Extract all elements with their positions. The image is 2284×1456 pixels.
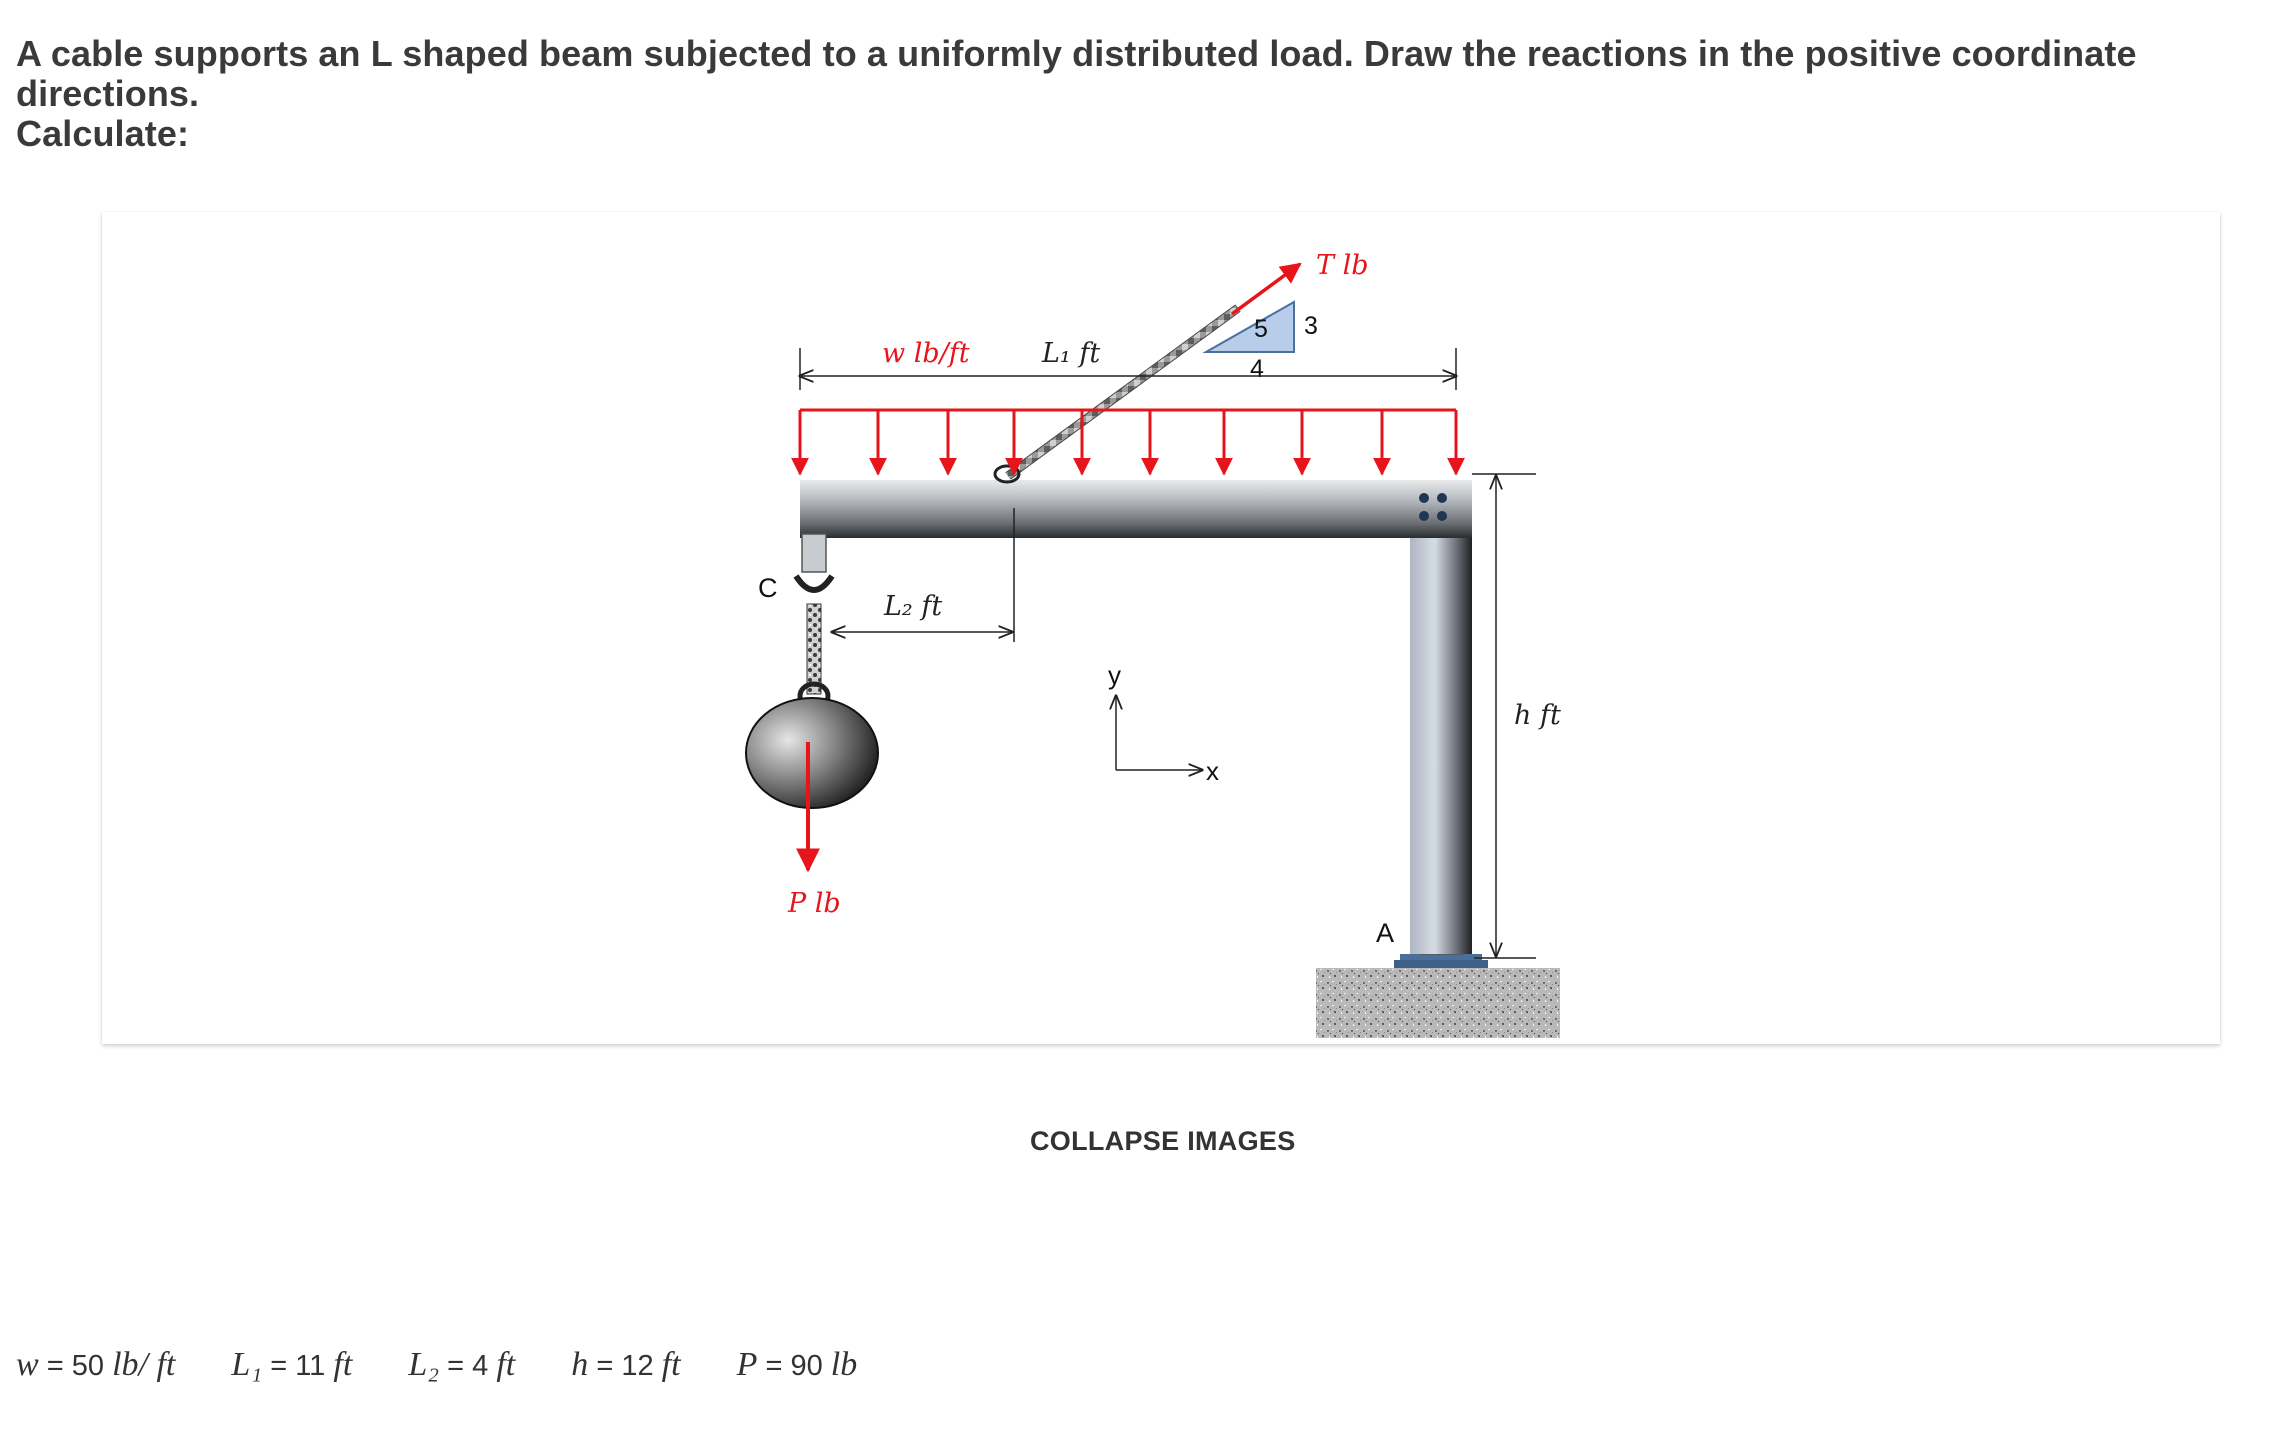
param-p: P = 90 lb — [736, 1346, 858, 1383]
distributed-load — [800, 410, 1456, 474]
hanger-c — [796, 534, 832, 708]
weight-label: P lb — [788, 888, 841, 919]
tension-label: T lb — [1316, 250, 1369, 281]
height-label: h ft — [1514, 700, 1561, 731]
horizontal-beam — [800, 480, 1472, 538]
param-w: w = 50 lb/ ft — [16, 1346, 176, 1383]
param-h: h = 12 ft — [571, 1346, 681, 1383]
parameter-list — [16, 1346, 905, 1384]
problem-line-2: Calculate: — [16, 113, 190, 154]
axis-x-label: x — [1206, 756, 1219, 786]
beam-diagram — [102, 212, 2220, 1044]
vertical-beam — [1410, 482, 1472, 954]
slope-hyp-label: 5 — [1254, 315, 1268, 343]
l2-label: L₂ ft — [884, 591, 943, 622]
coordinate-axes — [1116, 696, 1202, 770]
weight-ball — [746, 698, 878, 808]
axis-y-label: y — [1108, 660, 1121, 690]
cable — [995, 308, 1238, 482]
load-intensity-label: w lb/ft — [882, 338, 970, 369]
figure-card — [102, 212, 2220, 1044]
point-a-label: A — [1376, 918, 1395, 948]
point-c-label: C — [758, 573, 778, 603]
slope-rise-label: 3 — [1304, 312, 1318, 340]
param-l1: L₁ = 11 ft — [231, 1346, 353, 1383]
problem-statement — [16, 34, 2266, 154]
l1-label: L₁ ft — [1042, 338, 1101, 369]
problem-line-1: A cable supports an L shaped beam subjected to a uniformly distributed load. Draw the reactions in the positive coordinate directions. — [16, 33, 2137, 114]
ground-block — [1316, 968, 1560, 1038]
collapse-images-button[interactable]: COLLAPSE IMAGES — [1030, 1126, 1296, 1156]
slope-run-label: 4 — [1250, 355, 1264, 383]
param-l2: L₂ = 4 ft — [408, 1346, 516, 1383]
